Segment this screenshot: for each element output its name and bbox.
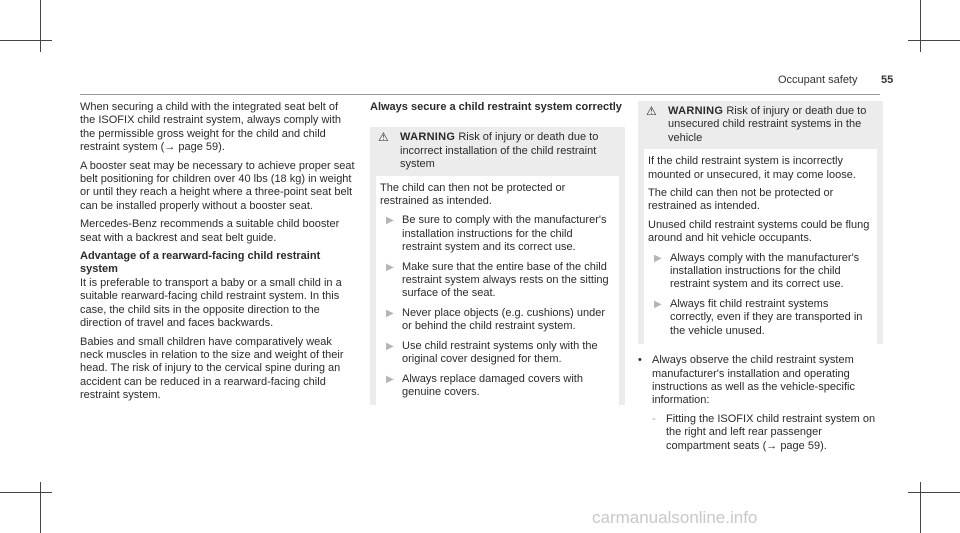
warning-body xyxy=(644,149,877,344)
crop-mark xyxy=(0,492,52,493)
warning-label: WARNING xyxy=(400,131,456,144)
crop-mark xyxy=(0,40,52,41)
instruction-step: ▶ Be sure to comply with the manufacturer's installation instructions for the child restraint system and its correct use. xyxy=(380,214,613,254)
crop-mark xyxy=(920,0,921,52)
warning-box xyxy=(638,101,883,344)
warning-text: The child can then not be protected or restrained as intended. xyxy=(380,181,566,208)
crop-mark xyxy=(40,482,41,533)
warning-title: Risk of injury or death due to unsecured child restraint systems in the vehicle xyxy=(668,105,867,144)
page-header xyxy=(778,74,894,86)
section-heading: Always secure a child restraint system correctly xyxy=(370,101,622,113)
warning-box xyxy=(370,127,625,405)
crop-mark xyxy=(40,0,41,52)
dash-icon: - xyxy=(652,412,656,425)
instruction-step: ▶ Never place objects (e.g. cushions) under or behind the child restraint system. xyxy=(380,307,613,334)
paragraph: It is preferable to transport a baby or a small child in a suitable rearward-facing child restraint system. In this case, the child sits in the opposite direction to the direction of travel and faces backwards. xyxy=(80,276,342,330)
arrow-icon: ▶ xyxy=(386,340,394,352)
page-number: 55 xyxy=(881,74,894,86)
arrow-icon: ▶ xyxy=(654,252,662,264)
section-heading: Advantage of a rearward-facing child restraint system xyxy=(80,250,321,276)
arrow-icon: ▶ xyxy=(386,373,394,385)
arrow-icon: ▶ xyxy=(654,298,662,310)
arrow-icon: ▶ xyxy=(386,261,394,273)
bullet-item: • Always observe the child restraint system manufacturer's installation and operating instructions as well as the vehicle-specific information: xyxy=(638,354,855,407)
crop-mark xyxy=(920,482,921,533)
paragraph: Mercedes-Benz recommends a suitable child booster seat with a backrest and seat belt guide. xyxy=(80,218,340,244)
instruction-step: ▶ Always fit child restraint systems correctly, even if they are transported in the vehicle unused. xyxy=(648,298,871,338)
warning-text: Unused child restraint systems could be flung around and hit vehicle occupants. xyxy=(648,218,870,245)
warning-text: If the child restraint system is incorrectly mounted or unsecured, it may come loose. xyxy=(648,155,856,181)
warning-icon: ⚠ xyxy=(378,130,389,145)
column-middle xyxy=(370,101,625,405)
sub-item: - Fitting the ISOFIX child restraint system on the right and left rear passenger compartment seats (→ page 59). xyxy=(652,412,876,452)
column-right xyxy=(638,101,883,453)
paragraph: A booster seat may be necessary to achieve proper seat belt positioning for children over 40 lbs (18 kg) in weight or until they reach a height where a three-point seat belt can be installed properly without a booster seat. xyxy=(80,159,355,212)
warning-label: WARNING xyxy=(668,105,724,117)
paragraph: When securing a child with the integrated seat belt of the ISOFIX child restraint system, always comply with the permissible gross weight for the child and child restraint system (→ page 59). xyxy=(80,101,342,154)
paragraph: Babies and small children have comparatively weak neck muscles in relation to the size and weight of their head. The risk of injury to the cervical spine during an accident can be reduced in a rearward-facing child restraint system. xyxy=(80,335,344,402)
warning-title: Risk of injury or death due to incorrect installation of the child restraint system xyxy=(400,131,599,171)
instruction-step: ▶ Use child restraint systems only with the original cover designed for them. xyxy=(380,340,613,367)
instruction-step: ▶ Always replace damaged covers with genuine covers. xyxy=(380,373,613,400)
instruction-step: ▶ Make sure that the entire base of the child restraint system always rests on the sitting surface of the seat. xyxy=(380,261,613,301)
warning-body xyxy=(376,176,619,406)
section-title: Occupant safety xyxy=(778,74,858,86)
column-left xyxy=(80,101,355,403)
arrow-icon: ▶ xyxy=(386,307,394,319)
crop-mark xyxy=(908,492,960,493)
header-rule xyxy=(80,94,880,95)
warning-icon: ⚠ xyxy=(646,104,657,118)
warning-text: The child can then not be protected or restrained as intended. xyxy=(648,187,834,213)
arrow-icon: ▶ xyxy=(386,215,394,227)
instruction-step: ▶ Always comply with the manufacturer's installation instructions for the child restraint system and its correct use. xyxy=(648,252,871,292)
bullet-icon: • xyxy=(638,354,642,367)
crop-mark xyxy=(908,40,960,41)
watermark: carmanualsonline.info xyxy=(592,508,758,527)
